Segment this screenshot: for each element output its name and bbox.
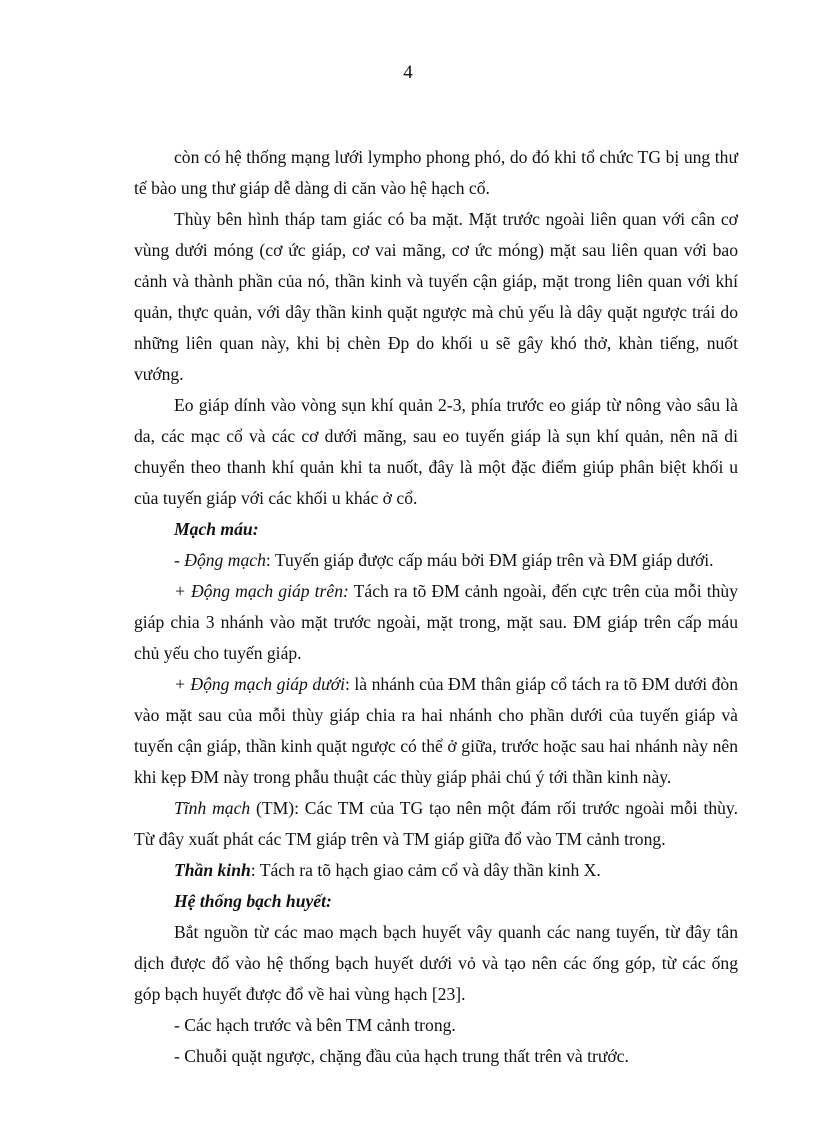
paragraph-thuy-ben: Thùy bên hình tháp tam giác có ba mặt. Mặt trước ngoài liên quan với cân cơ vùng dưới móng (cơ ức giáp, cơ vai mãng, cơ ức móng) mặt sau liên quan với bao cảnh và thành phần của nó, thần kinh và tuyến cận giáp, mặt trong liên quan với khí quản, thực quản, với dây thần kinh quặt ngược mà chủ yếu là dây quặt ngược trái do những liên quan này, khi bị chèn Ðp do khối u sẽ gây khó thở, khàn tiếng, nuốt vướng. <box>134 209 738 384</box>
tinh-mach-label: Tĩnh mạch <box>174 798 251 818</box>
heading-bach-huyet <box>134 886 738 917</box>
than-kinh-label: Thần kinh <box>174 860 251 880</box>
paragraph-bach-huyet: Bắt nguồn từ các mao mạch bạch huyết vây quanh các nang tuyến, từ đây tân dịch được đổ vào hệ thống bạch huyết dưới vỏ và tạo nên các ống góp, từ các ống góp bạch huyết được đổ về hai vùng hạch [23]. <box>134 922 738 1004</box>
than-kinh-text: : Tách ra tõ hạch giao cảm cổ và dây thần kinh X. <box>250 860 601 880</box>
dong-mach-label: - Động mạch <box>174 550 266 570</box>
page-number: 4 <box>403 62 413 83</box>
paragraph-than-kinh <box>134 855 738 886</box>
list-item-hach-truoc: - Các hạch trước và bên TM cảnh trong. <box>174 1015 456 1035</box>
document-body <box>134 142 738 1072</box>
dm-giap-tren-text: Tách ra tõ ĐM cảnh ngoài, đến cực trên của mỗi thùy giáp chia 3 nhánh vào mặt trước ngoài, mặt trong, mặt sau. ĐM giáp trên cấp máu chủ yếu cho tuyến giáp. <box>134 581 739 663</box>
list-item-chuoi-quat-nguoc: - Chuỗi quặt ngược, chặng đầu của hạch trung thất trên và trước. <box>174 1046 629 1066</box>
dm-giap-duoi-label: + Động mạch giáp dưới <box>174 674 346 694</box>
paragraph-dong-mach <box>134 545 738 576</box>
dm-giap-duoi-text: : là nhánh của ĐM thân giáp cổ tách ra tõ ĐM dưới đòn vào mặt sau của mỗi thùy giáp chia ra hai nhánh cho phần dưới của tuyến giáp và tuyến cận giáp, thần kinh quặt ngược có thể ở giữa, trước hoặc sau hai nhánh này nên khi kẹp ĐM này trong phẫu thuật các thùy giáp phải chú ý tới thần kinh này. <box>134 674 738 787</box>
heading-mach-mau-text: Mạch máu: <box>174 519 259 539</box>
heading-mach-mau <box>134 514 738 545</box>
paragraph-tinh-mach <box>134 793 738 855</box>
paragraph-eo-giap: Eo giáp dính vào vòng sụn khí quản 2-3, phía trước eo giáp từ nông vào sâu là da, các mạc cổ và các cơ dưới mãng, sau eo tuyến giáp là sụn khí quản, nên nã di chuyển theo thanh khí quản khi ta nuốt, đây là một đặc điểm giúp phân biệt khối u của tuyến giáp với các khối u khác ở cổ. <box>134 395 738 508</box>
paragraph-dm-giap-duoi <box>134 669 738 793</box>
heading-bach-huyet-text: Hệ thống bạch huyết: <box>174 891 332 911</box>
tinh-mach-text: (TM): Các TM của TG tạo nên một đám rối trước ngoài mỗi thùy. Từ đây xuất phát các TM giáp trên và TM giáp giữa đổ vào TM cảnh trong. <box>134 798 738 849</box>
dm-giap-tren-label: + Động mạch giáp trên: <box>174 581 349 601</box>
paragraph-intro: còn có hệ thống mạng lưới lympho phong phó, do đó khi tổ chức TG bị ung thư tế bào ung thư giáp dễ dàng di căn vào hệ hạch cổ. <box>134 147 738 198</box>
paragraph-dm-giap-tren <box>134 576 738 669</box>
dong-mach-text: : Tuyến giáp được cấp máu bởi ĐM giáp trên và ĐM giáp dưới. <box>265 550 714 570</box>
